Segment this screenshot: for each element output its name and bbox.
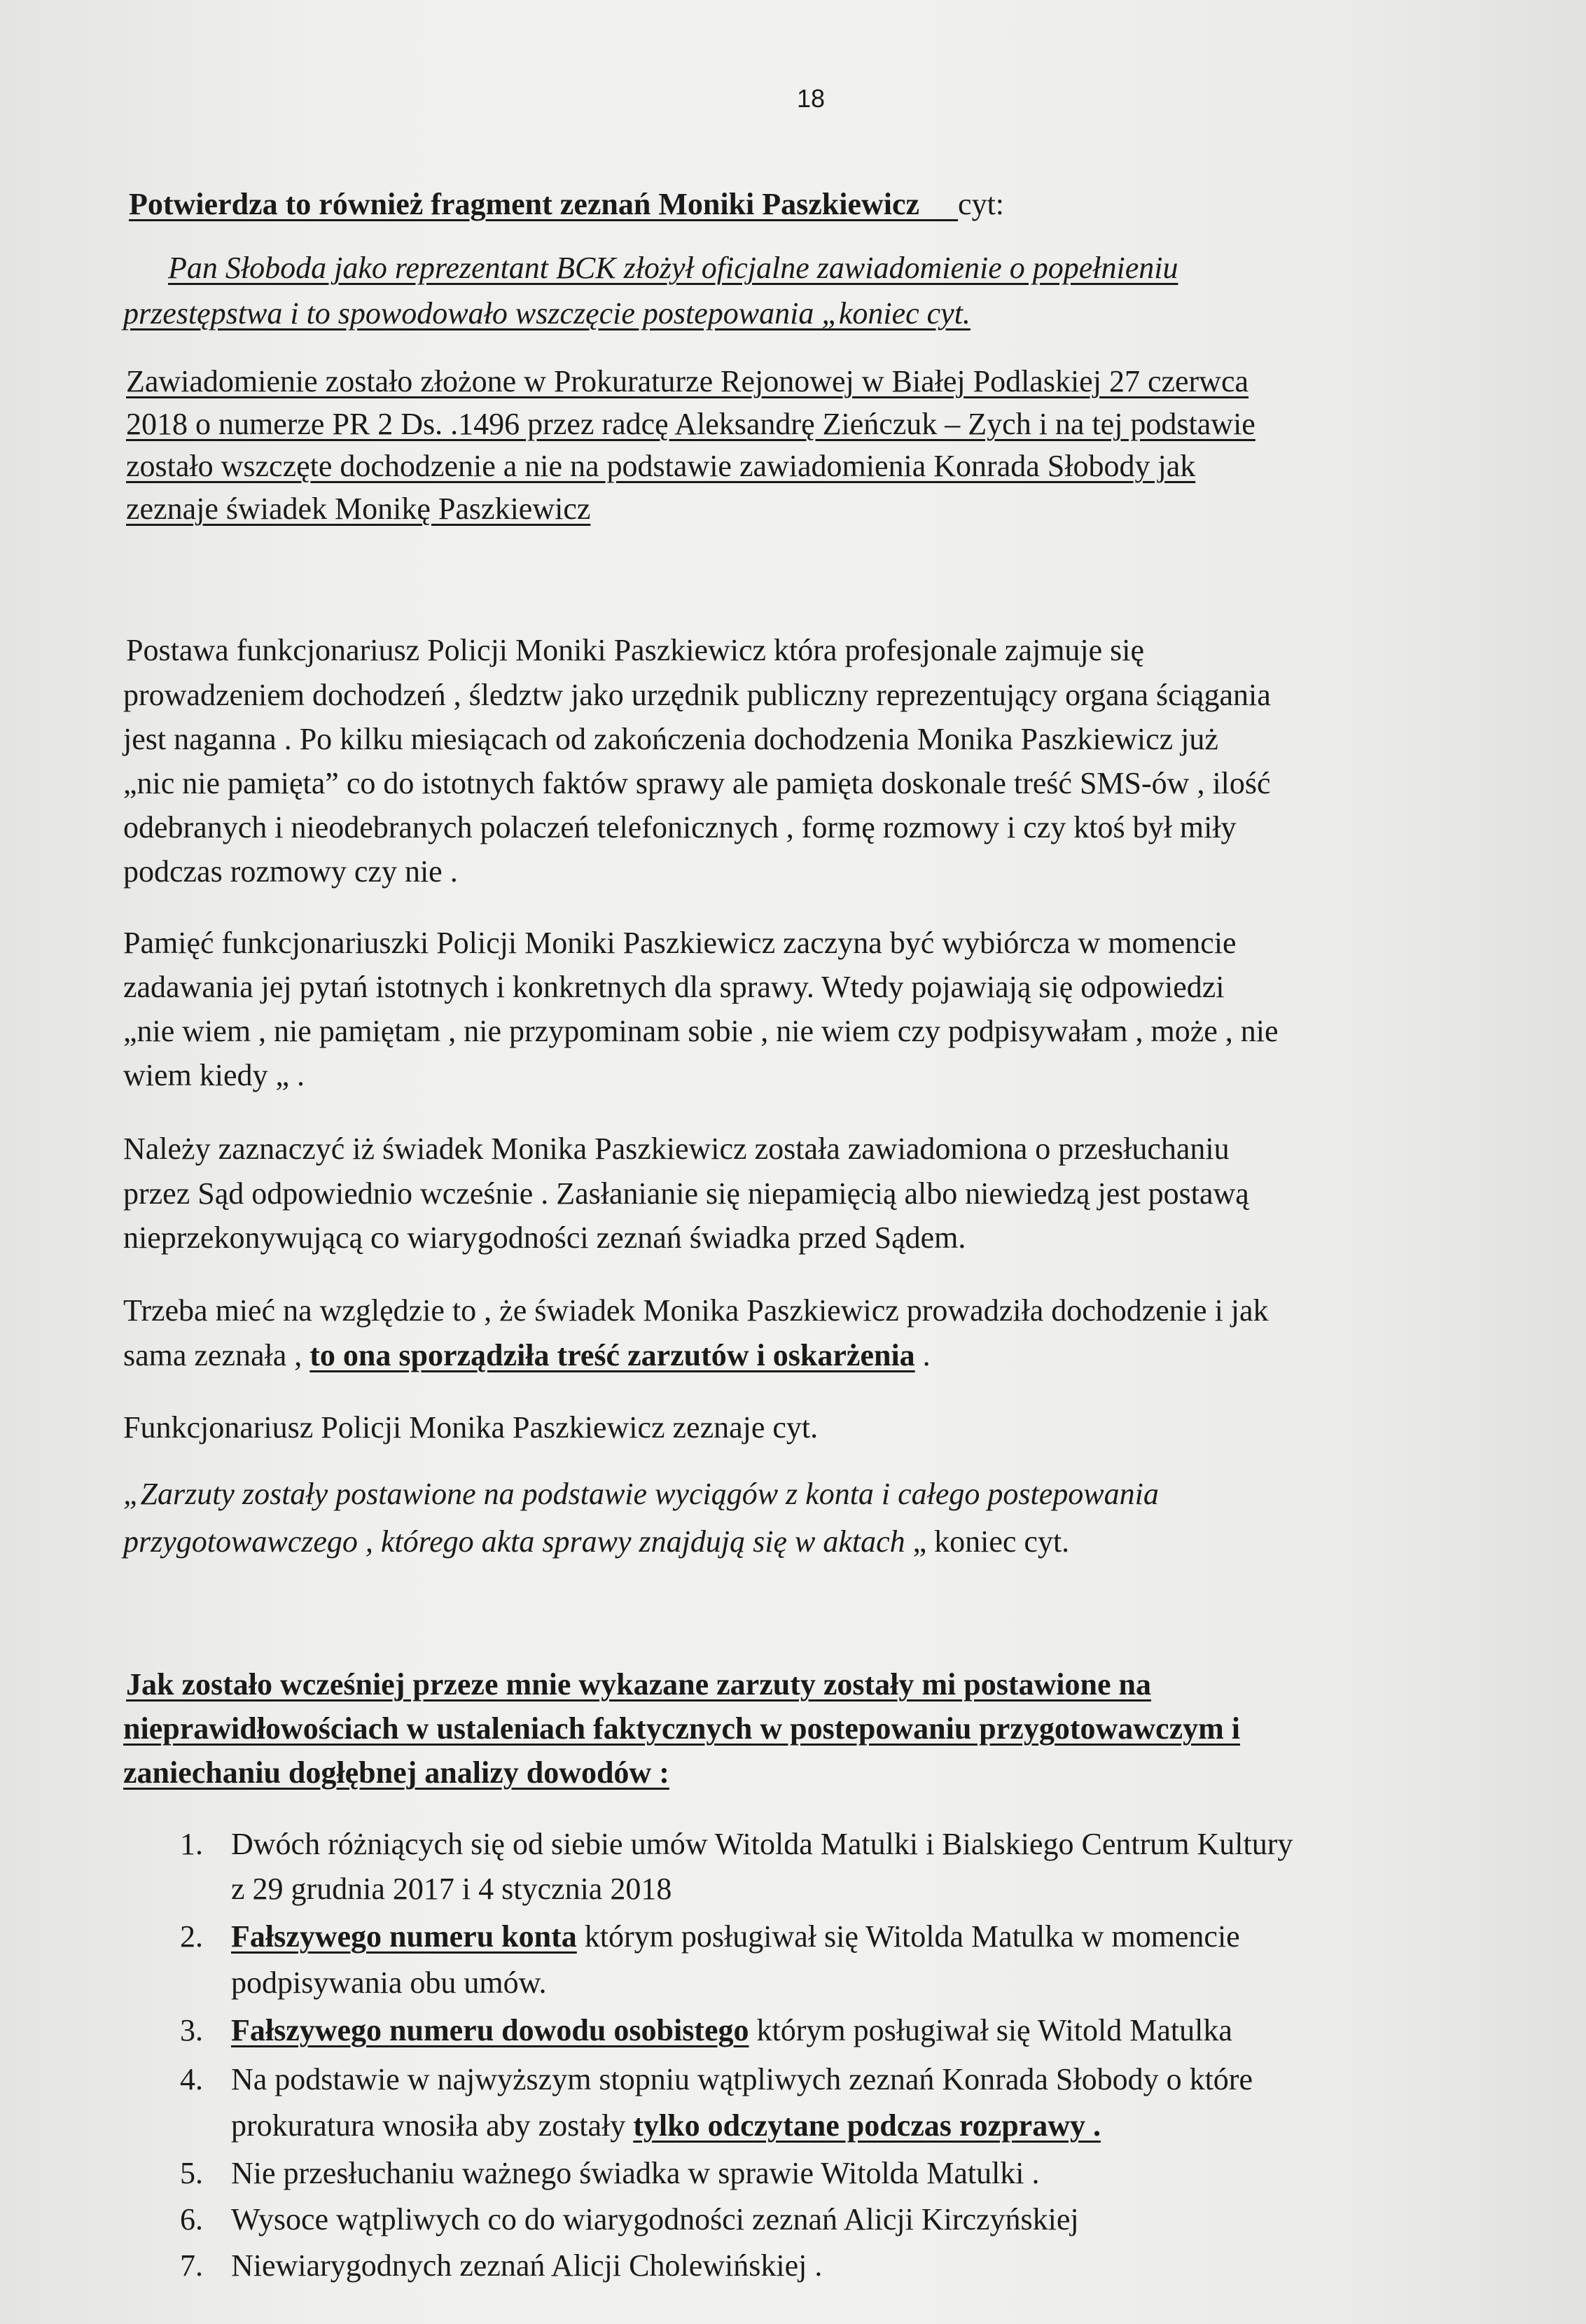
para6: Funkcjonariusz Policji Monika Paszkiewicz zeznaje cyt.	[123, 1410, 819, 1445]
para2-line-2: prowadzeniem dochodzeń , śledztw jako urzędnik publiczny reprezentujący organa ściągania	[123, 678, 1271, 712]
para3-line-4: wiem kiedy „ .	[123, 1058, 305, 1092]
list-number: 7.	[180, 2248, 203, 2283]
para4-line-1: Należy zaznaczyć iż świadek Monika Paszkiewicz została zawiadomiona o przesłuchaniu	[123, 1132, 1230, 1166]
list-item-2-line-2: podpisywania obu umów.	[231, 1965, 547, 2000]
para5-line-2: sama zeznała , to ona sporządziła treść zarzutów i oskarżenia .	[123, 1338, 931, 1372]
list-number: 3.	[180, 2013, 203, 2047]
list-item-1-line-1: Dwóch różniących się od siebie umów Witolda Matulki i Bialskiego Centrum Kultury	[231, 1827, 1293, 1861]
para2-line-6: podczas rozmowy czy nie .	[123, 854, 458, 889]
quote-line-1: Pan Słoboda jako reprezentant BCK złożył oficjalne zawiadomienie o popełnieniu	[168, 251, 1178, 285]
list-item-3: Fałszywego numeru dowodu osobistego którym posługiwał się Witold Matulka	[231, 2013, 1232, 2047]
para5-line-1: Trzeba mieć na względzie to , że świadek Monika Paszkiewicz prowadziła dochodzenie i jak	[123, 1293, 1269, 1328]
list-item-2-line-1: Fałszywego numeru konta którym posługiwał się Witolda Matulka w momencie	[231, 1919, 1240, 1954]
heading2-line-1: Jak zostało wcześniej przeze mnie wykazane zarzuty zostały mi postawione na	[126, 1667, 1151, 1702]
list-item-1-line-2: z 29 grudnia 2017 i 4 stycznia 2018	[231, 1872, 672, 1906]
list-number: 2.	[180, 1919, 203, 1954]
para2-line-3: jest naganna . Po kilku miesiącach od zakończenia dochodzenia Monika Paszkiewicz już	[123, 722, 1218, 756]
list-number: 4.	[180, 2062, 203, 2096]
list-number: 5.	[180, 2156, 203, 2190]
para2-line-1: Postawa funkcjonariusz Policji Moniki Paszkiewicz która profesjonale zajmuje się	[126, 633, 1145, 667]
para3-line-1: Pamięć funkcjonariuszki Policji Moniki Paszkiewicz zaczyna być wybiórcza w momencie	[123, 926, 1237, 960]
para1-line-3: zostało wszczęte dochodzenie a nie na podstawie zawiadomienia Konrada Słobody jak	[126, 449, 1196, 483]
para2-line-4: „nic nie pamięta” co do istotnych faktów sprawy ale pamięta doskonale treść SMS-ów , ilość	[123, 766, 1271, 800]
para3-line-2: zadawania jej pytań istotnych i konkretnych dla sprawy. Wtedy pojawiają się odpowiedzi	[123, 970, 1225, 1004]
para2-line-5: odebranych i nieodebranych polaczeń telefonicznych , formę rozmowy i czy ktoś był miły	[123, 810, 1237, 844]
para4-line-2: przez Sąd odpowiednio wcześnie . Zasłanianie się niepamięcią albo niewiedzą jest postawą	[123, 1176, 1249, 1211]
list-number: 6.	[180, 2202, 203, 2236]
para1-line-4: zeznaje świadek Monikę Paszkiewicz	[126, 492, 591, 526]
section-heading	[129, 183, 1004, 225]
para5-emphasis: to ona sporządziła treść zarzutów i oskarżenia	[309, 1338, 915, 1372]
quote2-line-2: przygotowawczego , którego akta sprawy znajdują się w aktach „ koniec cyt.	[123, 1524, 1070, 1559]
heading2-line-3: zaniechaniu dogłębnej analizy dowodów :	[123, 1755, 669, 1790]
list-item-4-line-1: Na podstawie w najwyższym stopniu wątpliwych zeznań Konrada Słobody o które	[231, 2062, 1253, 2096]
para1-line-1: Zawiadomienie zostało złożone w Prokuraturze Rejonowej w Białej Podlaskiej 27 czerwca	[126, 364, 1249, 398]
quote-line-2: przestępstwa i to spowodowało wszczęcie postepowania „koniec cyt.	[123, 296, 971, 330]
para1-line-2: 2018 o numerze PR 2 Ds. .1496 przez radcę Aleksandrę Zieńczuk – Zych i na tej podstawie	[126, 407, 1255, 441]
para3-line-3: „nie wiem , nie pamiętam , nie przypominam sobie , nie wiem czy podpisywałam , może , nie	[123, 1014, 1279, 1048]
list-item-5: Nie przesłuchaniu ważnego świadka w sprawie Witolda Matulki .	[231, 2156, 1040, 2190]
page-number: 18	[797, 84, 826, 113]
list-item-7: Niewiarygodnych zeznań Alicji Cholewińskiej .	[231, 2248, 823, 2283]
quote2-line-1: „Zarzuty zostały postawione na podstawie wyciągów z konta i całego postepowania	[123, 1477, 1159, 1511]
list-item-6: Wysoce wątpliwych co do wiarygodności zeznań Alicji Kirczyńskiej	[231, 2202, 1079, 2236]
heading-text: Potwierdza to również fragment zeznań Moniki Paszkiewicz	[129, 187, 920, 221]
list-number: 1.	[180, 1827, 203, 1861]
heading2-line-2: nieprawidłowościach w ustaleniach faktycznych w postepowaniu przygotowawczym i	[123, 1711, 1240, 1746]
heading-suffix: cyt:	[958, 187, 1005, 221]
para4-line-3: nieprzekonywującą co wiarygodności zeznań świadka przed Sądem.	[123, 1220, 966, 1255]
list-item-4-line-2: prokuratura wnosiła aby zostały tylko odczytane podczas rozprawy .	[231, 2108, 1101, 2143]
